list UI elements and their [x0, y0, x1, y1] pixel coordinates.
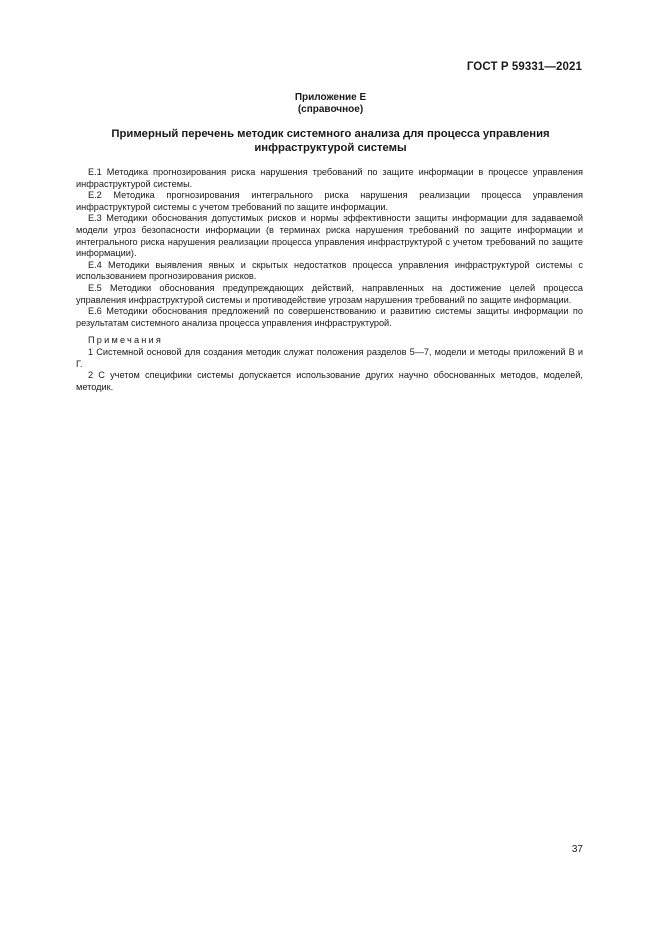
main-title: Примерный перечень методик системного анализа для процесса управления инфраструктурой системы — [111, 128, 550, 154]
body-text — [76, 167, 583, 393]
paragraph-e3: Е.3 Методики обоснования допустимых рисков и нормы эффективности защиты информации для задаваемой модели угроз безопасности информации (в терминах риска нарушения требований по защите информации и интегрального риска нарушения реализации процесса управления инфраструктурой с учетом требований по защите информации). — [76, 213, 583, 259]
paragraph-e5: Е.5 Методики обоснования предупреждающих действий, направленных на достижение целей процесса управления инфраструктурой системы и противодействие угрозам нарушения требований по защите информации. — [76, 282, 583, 305]
note-item-1: 1 Системной основой для создания методик служат положения разделов 5—7, модели и методы приложений В и Г. — [76, 346, 583, 369]
paragraph-e6: Е.6 Методики обоснования предложений по совершенствованию и развитию системы защиты информации по результатам системного анализа процесса управления инфраструктурой. — [76, 306, 583, 328]
notes-section — [76, 335, 583, 393]
standard-code: ГОСТ Р 59331—2021 — [466, 61, 582, 73]
annex-heading — [0, 92, 661, 116]
notes-title: Примечания — [88, 335, 164, 346]
page-number: 37 — [571, 844, 583, 855]
annex-subtitle: (справочное) — [297, 104, 364, 115]
note-item-2: 2 С учетом специфики системы допускается использование других научно обоснованных методов, моделей, методик. — [76, 370, 583, 392]
paragraph-e1: Е.1 Методика прогнозирования риска нарушения требований по защите информации в процессе управления инфраструктурой системы. — [76, 167, 583, 189]
annex-title: Приложение Е — [294, 92, 367, 103]
paragraph-e4: Е.4 Методики выявления явных и скрытых недостатков процесса управления инфраструктурой системы с использованием прогнозирования рисков. — [76, 259, 583, 282]
paragraph-e2: Е.2 Методика прогнозирования интегрального риска нарушения реализации процесса управления инфраструктурой системы с учетом требований по защите информации. — [76, 190, 583, 212]
